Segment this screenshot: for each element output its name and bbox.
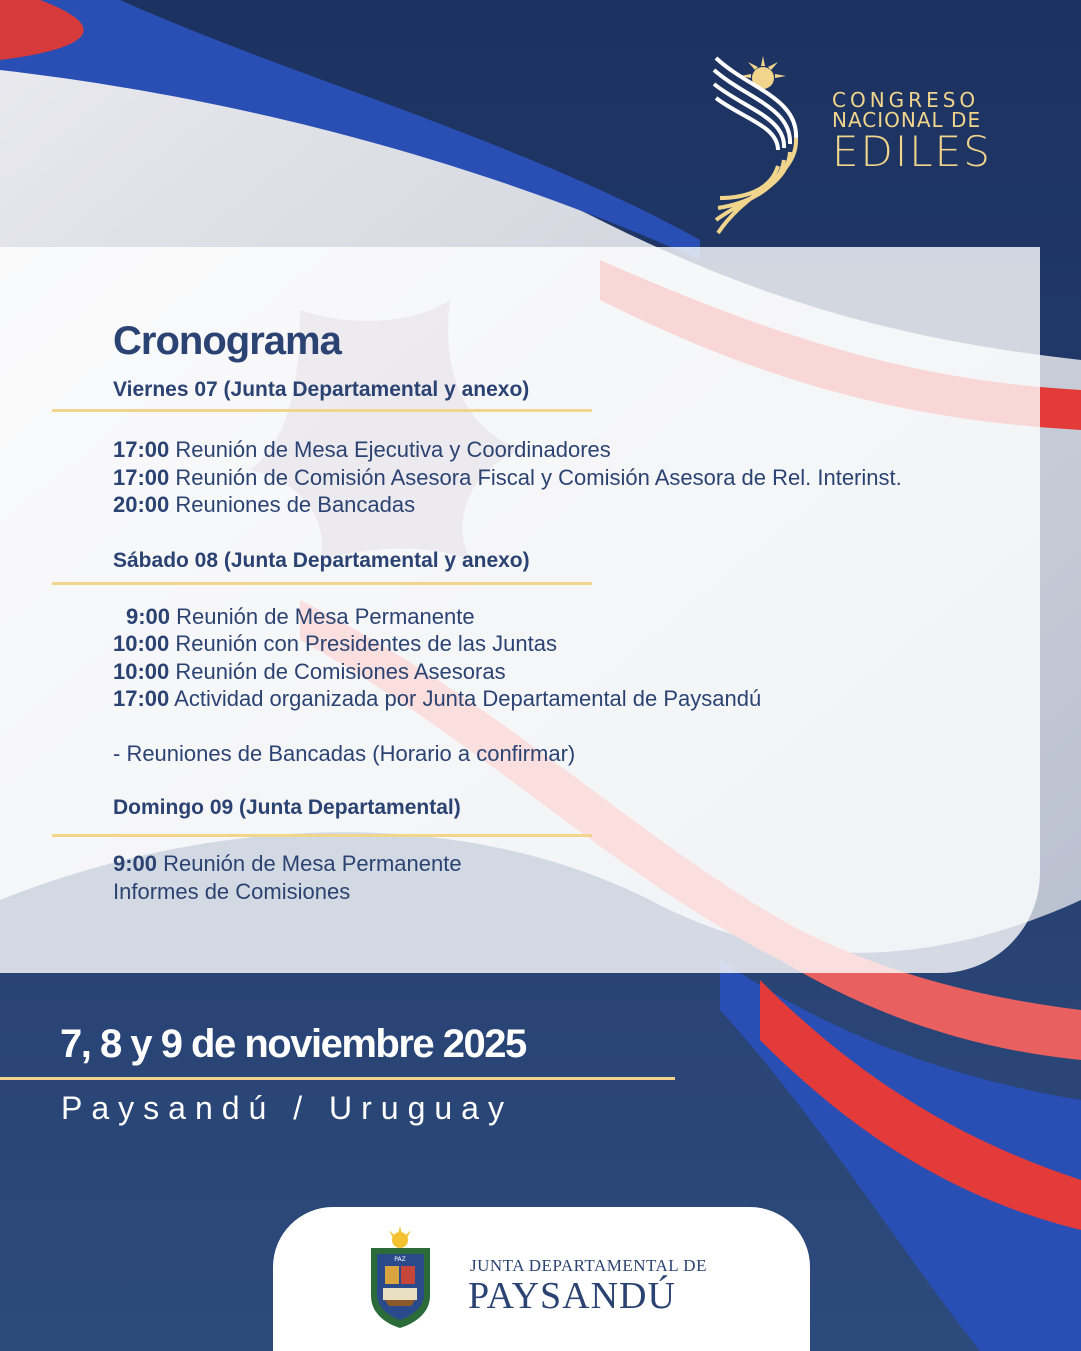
day-heading-sunday: Domingo 09 (Junta Departamental): [113, 796, 461, 819]
item-time: 10:00: [113, 631, 170, 656]
item-time: 17:00: [113, 464, 170, 490]
item-text: Reuniones de Bancadas: [169, 492, 416, 517]
logo-line-3: EDILES: [832, 127, 992, 176]
junta-title-line2: PAYSANDÚ: [468, 1275, 676, 1317]
item-text: Reunión de Comisiones Asesoras: [169, 658, 506, 684]
schedule-item: [113, 658, 1033, 686]
date-divider: [0, 1077, 675, 1080]
schedule-item: [113, 436, 1033, 464]
paysandu-crest-icon: [363, 1226, 438, 1332]
schedule-item: [113, 491, 1033, 519]
logo-line-2: NACIONAL DE: [832, 108, 982, 132]
item-time: 17:00: [113, 686, 170, 711]
item-text: Informes de Comisiones: [113, 878, 351, 904]
schedule-note: - Reuniones de Bancadas (Horario a confirmar): [113, 740, 576, 766]
junta-title-line1: JUNTA DEPARTAMENTAL DE: [470, 1256, 707, 1275]
item-text: Reunión de Comisión Asesora Fiscal y Comisión Asesora de Rel. Interinst.: [169, 464, 902, 490]
crest-word-top: PAZ: [394, 1256, 406, 1263]
schedule-item: [113, 630, 1033, 658]
schedule-item: [113, 850, 1033, 878]
event-place: Paysandú / Uruguay: [61, 1090, 513, 1126]
item-text: Reunión con Presidentes de las Juntas: [169, 631, 557, 656]
item-text: Reunión de Mesa Ejecutiva y Coordinadores: [169, 437, 611, 462]
schedule-item: [113, 464, 1033, 492]
item-time: 9:00: [113, 851, 158, 876]
item-time: 20:00: [113, 492, 170, 517]
schedule-item: [113, 603, 1033, 631]
schedule-item: [113, 685, 1033, 713]
item-text: Reunión de Mesa Permanente: [157, 851, 462, 876]
logo-line-1: CONGRESO: [832, 88, 980, 112]
schedule-title: Cronograma: [113, 319, 341, 363]
item-text: Actividad organizada por Junta Departamental de Paysandú: [169, 686, 762, 711]
schedule-item: [113, 878, 1033, 906]
item-time: 17:00: [113, 437, 170, 462]
congreso-logo-text: [832, 90, 992, 174]
item-time: 9:00: [126, 603, 171, 629]
day-heading-saturday: Sábado 08 (Junta Departamental y anexo): [113, 548, 530, 572]
day-heading-friday: Viernes 07 (Junta Departamental y anexo): [113, 378, 530, 401]
item-text: Reunión de Mesa Permanente: [170, 603, 475, 629]
congreso-emblem-icon: [708, 48, 808, 243]
event-dates: 7, 8 y 9 de noviembre 2025: [60, 1022, 526, 1066]
item-time: 10:00: [113, 658, 170, 684]
schedule-content: [113, 318, 1033, 905]
